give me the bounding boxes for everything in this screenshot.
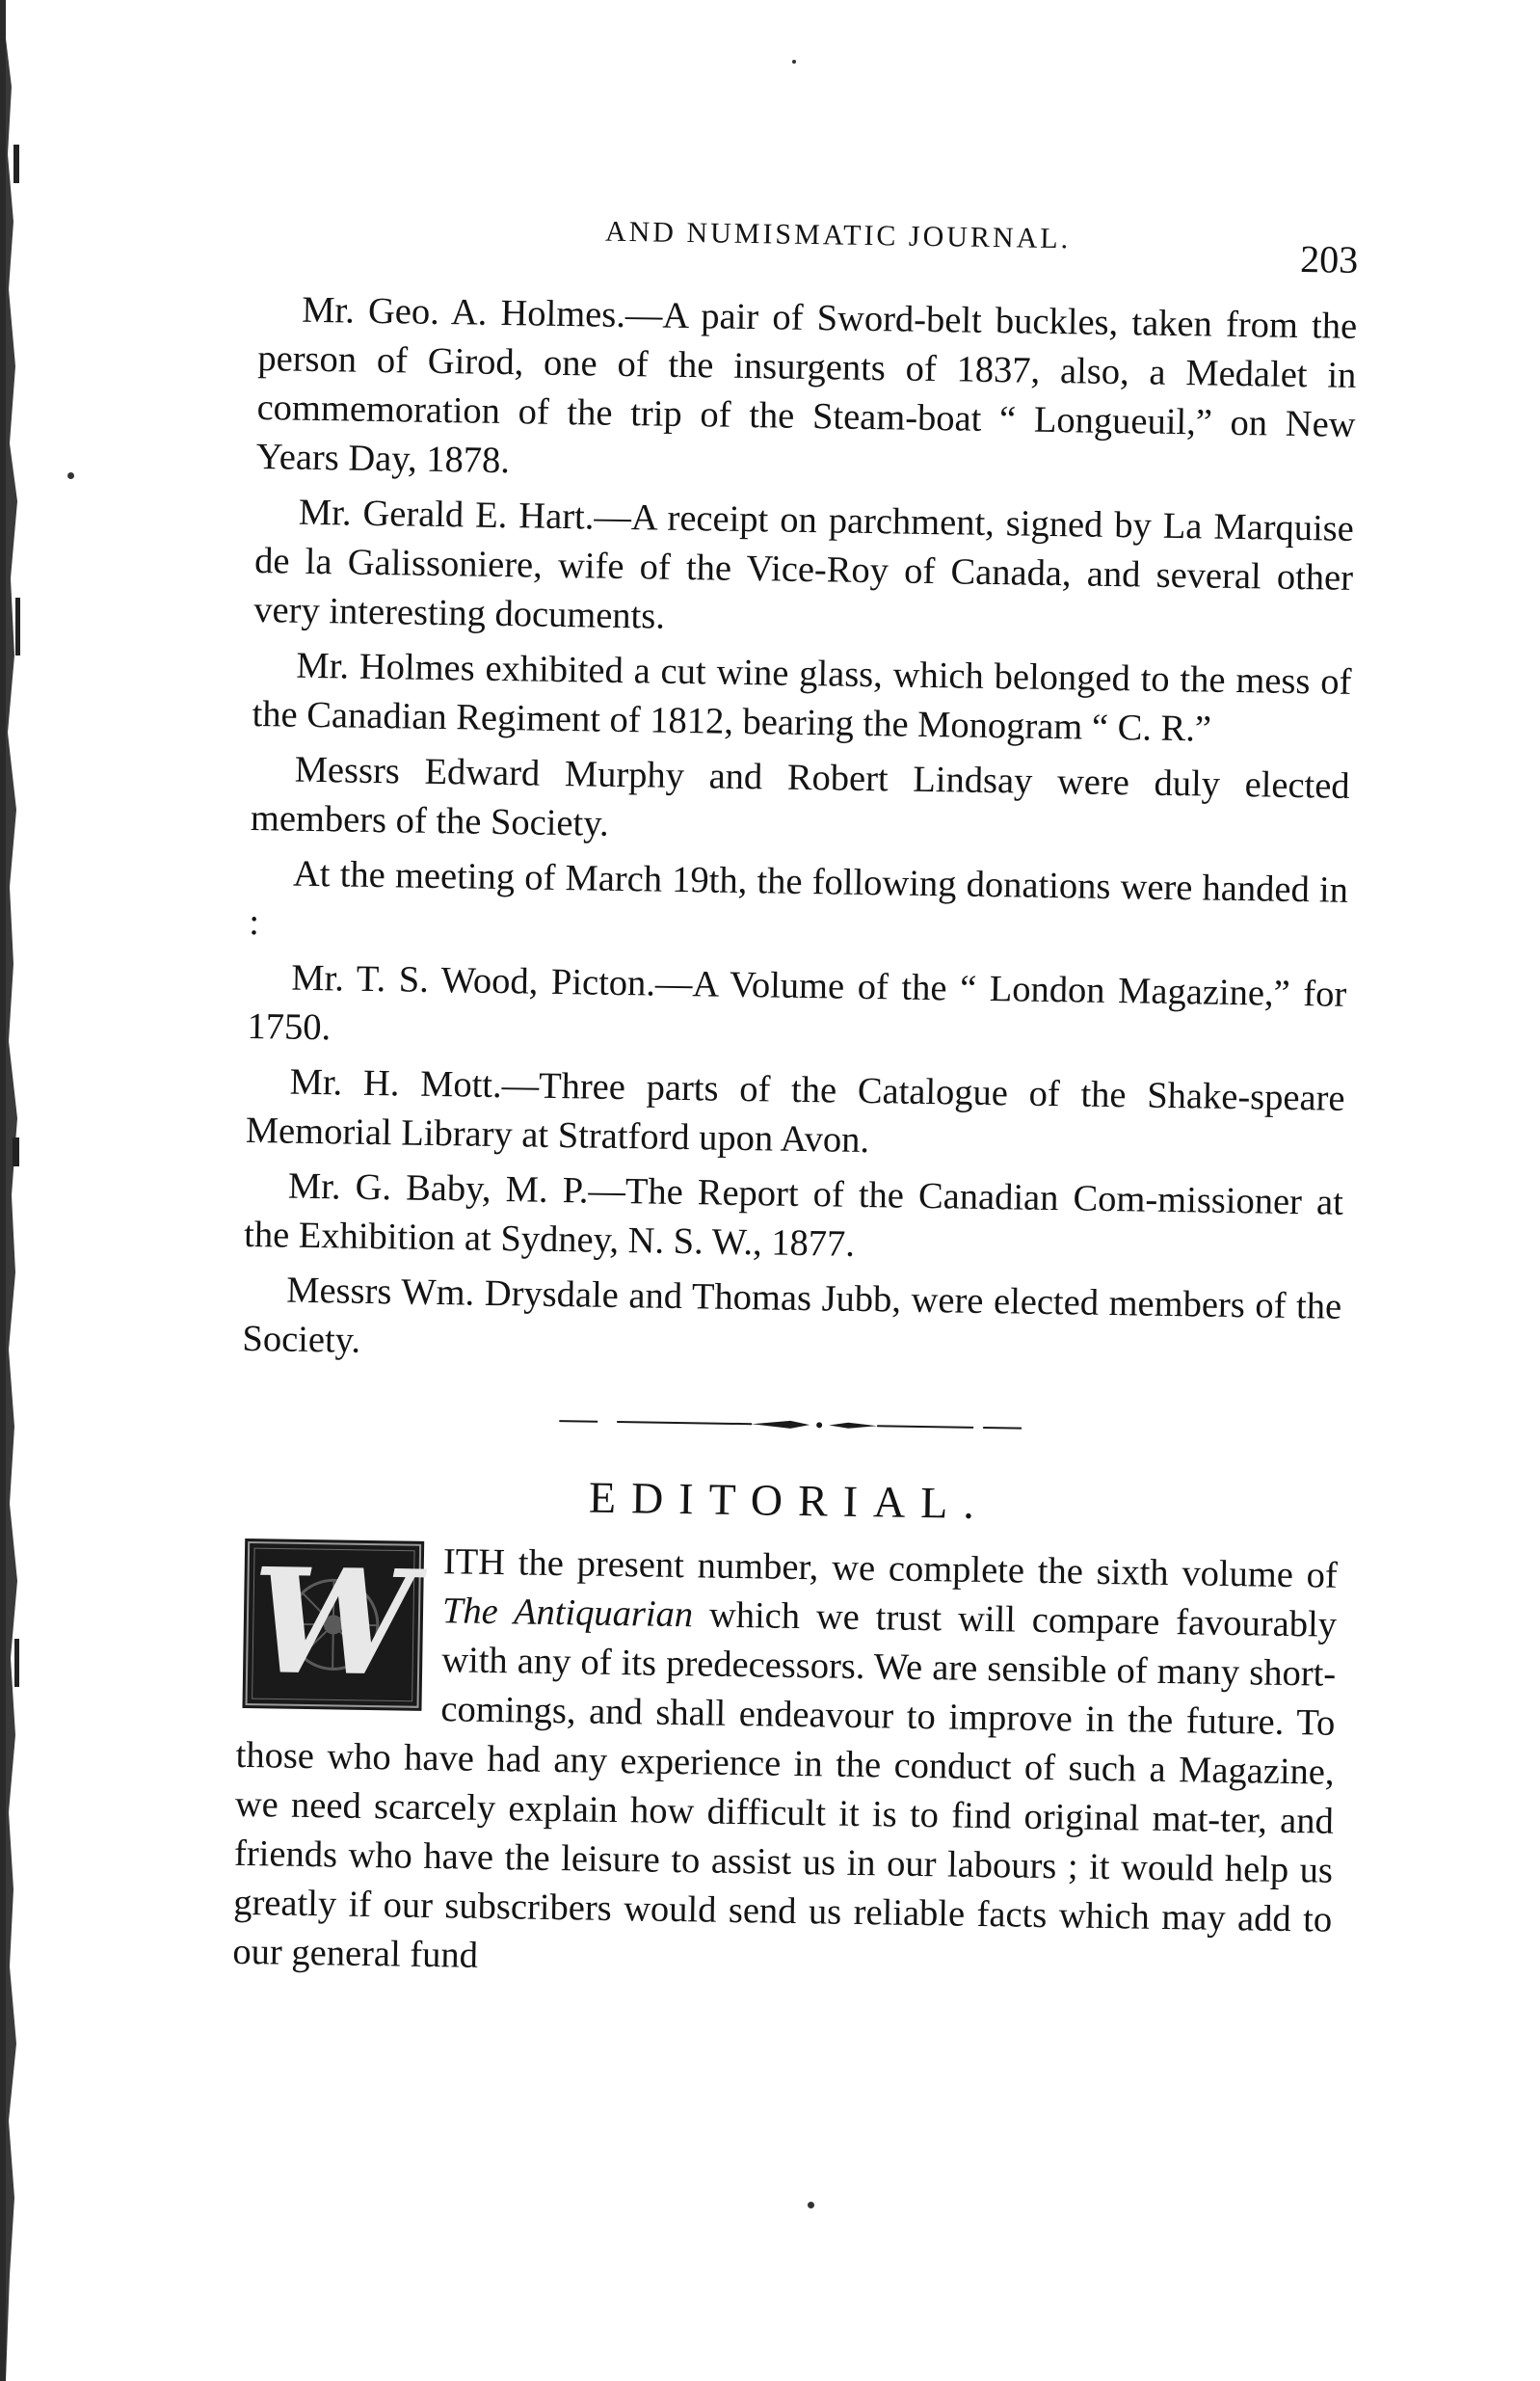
paragraph: At the meeting of March 19th, the following donations were handed in : <box>248 853 1349 944</box>
editorial-text-rest: which we trust will compare favourably with any of its predecessors. We are sensible of many short-comings, and shall endeavour to improve in the future. To those who have had any experience in the conduct of such a Magazine, we need scarcely explain how difficult it is to find original mat-ter, and friends who have the leisure to assist us in our labours ; it would help us greatly if our subscribers would send us reliable facts which may add to our general fund <box>232 1594 1338 1976</box>
paragraph: Mr. H. Mott.—Three parts of the Catalogue of the Shake-speare Memorial Library at Stratford upon Avon. <box>245 1061 1345 1162</box>
editorial-text-start: ITH the present number, we complete the sixth volume of <box>442 1541 1339 1596</box>
decorated-initial <box>242 1538 424 1711</box>
ornamental-rule-icon <box>559 1411 1022 1438</box>
editorial-heading: EDITORIAL. <box>588 1472 991 1529</box>
paragraph: Mr. G. Baby, M. P.—The Report of the Canadian Com-missioner at the Exhibition at Sydney, N. S. W., 1877. <box>243 1165 1344 1265</box>
initial-letter: W <box>251 1537 416 1709</box>
section-divider-rule <box>241 1387 1341 1462</box>
stray-mark <box>792 60 796 64</box>
running-head <box>259 199 1359 283</box>
paragraph: Mr. Holmes exhibited a cut wine glass, which belonged to the mess of the Canadian Regiment of 1812, bearing the Monogram “ C. R.” <box>252 645 1352 750</box>
paragraph: Mr. T. S. Wood, Picton.—A Volume of the “ London Magazine,” for 1750. <box>247 957 1347 1049</box>
page <box>227 199 1359 2288</box>
minutes-text <box>242 285 1357 1381</box>
paragraph: Messrs Wm. Drysdale and Thomas Jubb, were elected members of the Society. <box>242 1270 1342 1361</box>
journal-title: The Antiquarian <box>441 1591 694 1636</box>
paragraph: Mr. Gerald E. Hart.—A receipt on parchment, signed by La Marquise de la Galissoniere, wife of the Vice-Roy of Canada, and several other very interesting documents. <box>253 492 1355 637</box>
running-title: AND NUMISMATIC JOURNAL. <box>604 215 1072 255</box>
paragraph: Mr. Geo. A. Holmes.—A pair of Sword-belt buckles, taken from the person of Girod, one of the insurgents of 1837, also, a Medalet in commemoration of the trip of the Steam-boat “ Longueuil,” on New Years Day, 1878. <box>255 289 1358 482</box>
paragraph: Messrs Edward Murphy and Robert Lindsay were duly elected members of the Society. <box>250 749 1350 844</box>
stray-mark <box>67 472 74 479</box>
scan-binding-edge <box>0 0 29 2381</box>
page-number: 203 <box>1299 237 1359 281</box>
editorial-paragraph <box>232 1535 1338 1994</box>
